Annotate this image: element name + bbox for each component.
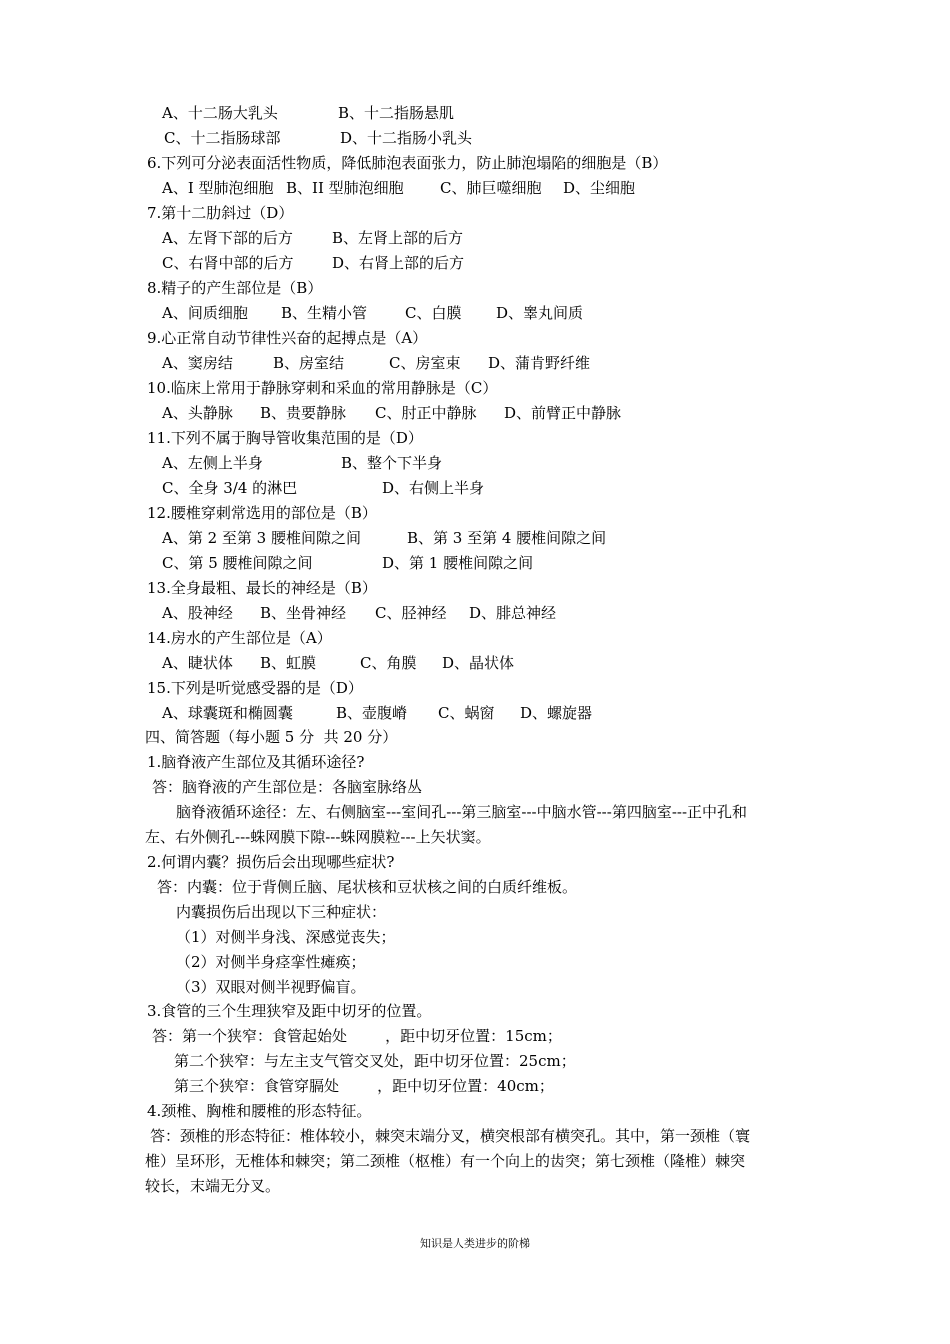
q15-options xyxy=(162,703,592,723)
q11-option-a: A、左侧上半身 xyxy=(162,454,263,472)
sa-q4-stem: 4.颈椎、胸椎和腰椎的形态特征。 xyxy=(147,1102,372,1120)
q12-stem: 12.腰椎穿刺常选用的部位是（B） xyxy=(147,504,377,522)
section-heading: 四、简答题（每小题 5 分 共 20 分） xyxy=(145,728,398,746)
sa-q4-answer-line-3: 较长，末端无分叉。 xyxy=(145,1177,281,1195)
sa-q2-answer-line-2: 内囊损伤后出现以下三种症状： xyxy=(176,903,387,921)
q13-options xyxy=(162,603,556,623)
q14-stem: 14.房水的产生部位是（A） xyxy=(147,629,332,647)
q5-option-d: D、十二指肠小乳头 xyxy=(340,129,473,147)
q12-option-b: B、第 3 至第 4 腰椎间隙之间 xyxy=(407,529,607,547)
page-footer: 知识是人类进步的阶梯 xyxy=(420,1237,530,1250)
sa-q2-stem: 2.何谓内囊？损伤后会出现哪些症状? xyxy=(147,853,395,871)
q11-option-d: D、右侧上半身 xyxy=(382,479,485,497)
sa-q4-answer-line-1: 答：颈椎的形态特征：椎体较小，棘突末端分叉，横突根部有横突孔。其中，第一颈椎（寰 xyxy=(150,1127,751,1145)
q7-options-row-2 xyxy=(162,253,464,273)
q10-option-a: A、头静脉 xyxy=(162,404,233,422)
q6-stem: 6.下列可分泌表面活性物质，降低肺泡表面张力，防止肺泡塌陷的细胞是（B） xyxy=(147,154,668,172)
sa-q3-stem: 3.食管的三个生理狭窄及距中切牙的位置。 xyxy=(147,1002,432,1020)
q9-option-a: A、窦房结 xyxy=(162,354,233,372)
sa-q1-answer-line-3: 左、右外侧孔---蛛网膜下隙---蛛网膜粒---上矢状窦。 xyxy=(145,828,491,846)
sa-q3-answer-line-1: 答：第一个狭窄：食管起始处 ，距中切牙位置：15cm； xyxy=(152,1027,562,1045)
q5-option-c: C、十二指肠球部 xyxy=(164,129,281,147)
sa-q4-answer-line-2: 椎）呈环形，无椎体和棘突；第二颈椎（枢椎）有一个向上的齿突；第七颈椎（隆椎）棘突 xyxy=(145,1152,746,1170)
q7-option-c: C、右肾中部的后方 xyxy=(162,254,294,272)
q15-option-a: A、球囊斑和椭圆囊 xyxy=(162,704,293,722)
q11-option-c: C、全身 3/4 的淋巴 xyxy=(162,479,298,497)
q6-option-b: B、II 型肺泡细胞 xyxy=(286,179,404,197)
q12-option-d: D、第 1 腰椎间隙之间 xyxy=(382,554,534,572)
q8-option-b: B、生精小管 xyxy=(281,304,368,322)
sa-q2-answer-line-5: （3）双眼对侧半视野偏盲。 xyxy=(176,978,366,996)
q15-option-c: C、蜗窗 xyxy=(438,704,495,722)
q9-options xyxy=(162,353,590,373)
q14-option-b: B、虹膜 xyxy=(260,654,317,672)
q9-option-d: D、蒲肯野纤维 xyxy=(488,354,591,372)
q9-stem: 9.心正常自动节律性兴奋的起搏点是（A） xyxy=(147,329,428,347)
sa-q2-answer-line-3: （1）对侧半身浅、深感觉丧失； xyxy=(176,928,396,946)
sa-q2-answer-line-1: 答：内囊：位于背侧丘脑、尾状核和豆状核之间的白质纤维板。 xyxy=(157,878,578,896)
q6-option-d: D、尘细胞 xyxy=(563,179,636,197)
sa-q1-stem: 1.脑脊液产生部位及其循环途径? xyxy=(147,753,365,771)
sa-q1-answer-line-2: 脑脊液循环途径：左、右侧脑室---室间孔---第三脑室---中脑水管---第四脑室---正中孔和 xyxy=(176,803,748,821)
q10-options xyxy=(162,403,621,423)
q10-option-c: C、肘正中静脉 xyxy=(375,404,477,422)
q15-option-b: B、壶腹嵴 xyxy=(336,704,408,722)
q6-option-c: C、肺巨噬细胞 xyxy=(440,179,542,197)
q10-option-b: B、贵要静脉 xyxy=(260,404,347,422)
q7-option-a: A、左肾下部的后方 xyxy=(162,229,293,247)
q13-stem: 13.全身最粗、最长的神经是（B） xyxy=(147,579,377,597)
q7-options-row-1 xyxy=(162,228,463,248)
q15-option-d: D、螺旋器 xyxy=(520,704,593,722)
q11-option-b: B、整个下半身 xyxy=(341,454,443,472)
q11-stem: 11.下列不属于胸导管收集范围的是（D） xyxy=(147,429,423,447)
q12-option-c: C、第 5 腰椎间隙之间 xyxy=(162,554,313,572)
q9-option-b: B、房室结 xyxy=(273,354,345,372)
q5-options-row-2 xyxy=(164,128,472,148)
sa-q3-answer-line-3: 第三个狭窄：食管穿膈处 ，距中切牙位置：40cm； xyxy=(174,1077,554,1095)
q5-options-row-1 xyxy=(162,103,454,123)
q9-option-c: C、房室束 xyxy=(389,354,461,372)
q8-option-c: C、白膜 xyxy=(405,304,462,322)
q13-option-c: C、胫神经 xyxy=(375,604,447,622)
q8-stem: 8.精子的产生部位是（B） xyxy=(147,279,323,297)
q6-option-a: A、I 型肺泡细胞 xyxy=(162,179,274,197)
q11-options-row-2 xyxy=(162,478,484,498)
q14-options xyxy=(162,653,514,673)
q15-stem: 15.下列是听觉感受器的是（D） xyxy=(147,679,363,697)
q8-option-d: D、睾丸间质 xyxy=(496,304,584,322)
q13-option-d: D、腓总神经 xyxy=(469,604,557,622)
q7-option-b: B、左肾上部的后方 xyxy=(332,229,464,247)
q13-option-b: B、坐骨神经 xyxy=(260,604,347,622)
q12-option-a: A、第 2 至第 3 腰椎间隙之间 xyxy=(162,529,361,547)
q10-stem: 10.临床上常用于静脉穿刺和采血的常用静脉是（C） xyxy=(147,379,498,397)
q12-options-row-1 xyxy=(162,528,606,548)
q13-option-a: A、股神经 xyxy=(162,604,233,622)
q5-option-a: A、十二肠大乳头 xyxy=(162,104,278,122)
sa-q2-answer-line-4: （2）对侧半身痉挛性瘫痪； xyxy=(176,953,366,971)
q10-option-d: D、前臂正中静脉 xyxy=(504,404,622,422)
q14-option-c: C、角膜 xyxy=(360,654,417,672)
q14-option-d: D、晶状体 xyxy=(442,654,515,672)
sa-q1-answer-line-1: 答：脑脊液的产生部位是：各脑室脉络丛 xyxy=(152,778,423,796)
q5-option-b: B、十二指肠悬肌 xyxy=(338,104,455,122)
q7-stem: 7.第十二肋斜过（D） xyxy=(147,204,294,222)
q8-option-a: A、间质细胞 xyxy=(162,304,248,322)
q6-options xyxy=(162,178,635,198)
sa-q3-answer-line-2: 第二个狭窄：与左主支气管交叉处，距中切牙位置：25cm； xyxy=(174,1052,576,1070)
q8-options xyxy=(162,303,583,323)
q14-option-a: A、睫状体 xyxy=(162,654,233,672)
q11-options-row-1 xyxy=(162,453,442,473)
q7-option-d: D、右肾上部的后方 xyxy=(332,254,465,272)
q12-options-row-2 xyxy=(162,553,533,573)
